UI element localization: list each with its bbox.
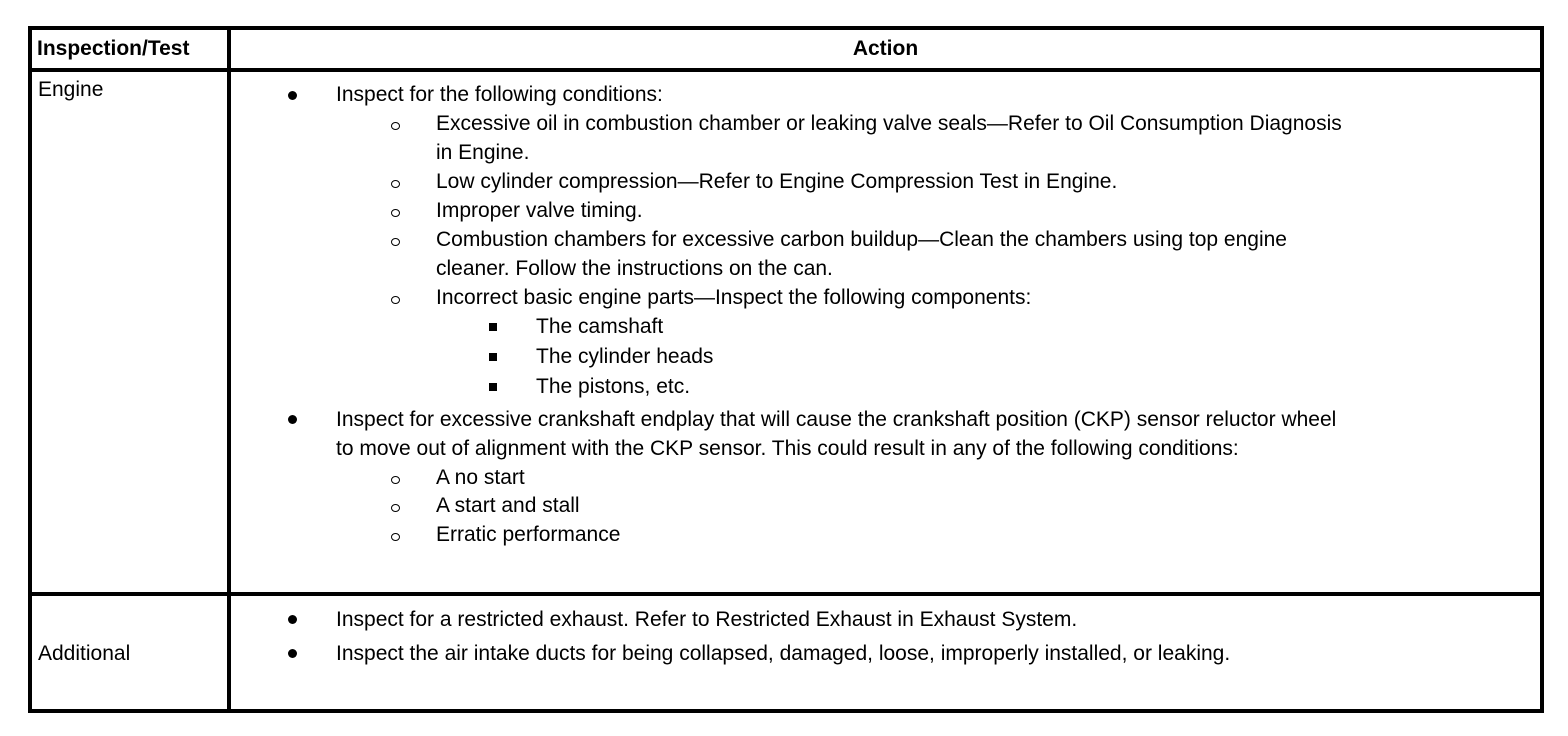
header-inspection-test: Inspection/Test [37, 37, 190, 60]
engine-sub-1-line-2: in Engine. [436, 141, 530, 164]
bullet-icon [288, 91, 297, 100]
engine-sub-5: Incorrect basic engine parts—Inspect the following components: [436, 286, 1032, 309]
engine-bullet-2-line-2: to move out of alignment with the CKP sensor. This could result in any of the following conditions: [336, 437, 1239, 460]
inspection-table [28, 26, 1544, 713]
square-bullet-icon [489, 383, 497, 391]
engine-sub-2: Low cylinder compression—Refer to Engine Compression Test in Engine. [436, 170, 1118, 193]
sub-bullet-icon [391, 504, 400, 512]
engine-b2-sub-1: A no start [436, 466, 525, 489]
bullet-icon [288, 615, 297, 624]
sub-bullet-icon [391, 296, 400, 304]
row-label-engine: Engine [38, 78, 104, 101]
additional-bullet-1: Inspect for a restricted exhaust. Refer to Restricted Exhaust in Exhaust System. [336, 608, 1078, 631]
engine-sub-4-line-2: cleaner. Follow the instructions on the can. [436, 257, 833, 280]
engine-sub-3: Improper valve timing. [436, 199, 643, 222]
row-divider [32, 592, 1540, 596]
sub-bullet-icon [391, 238, 400, 246]
square-bullet-icon [489, 323, 497, 331]
additional-bullet-2: Inspect the air intake ducts for being collapsed, damaged, loose, improperly installed, or leaking. [336, 642, 1231, 665]
bullet-icon [288, 649, 297, 658]
square-bullet-icon [489, 353, 497, 361]
engine-sub-1-line-1: Excessive oil in combustion chamber or leaking valve seals—Refer to Oil Consumption Diagnosis [436, 112, 1342, 135]
header-divider [32, 68, 1540, 72]
engine-bullet-1: Inspect for the following conditions: [336, 83, 663, 106]
sub-bullet-icon [391, 122, 400, 130]
component-cylinder-heads: The cylinder heads [536, 345, 714, 368]
engine-b2-sub-2: A start and stall [436, 494, 580, 517]
component-pistons: The pistons, etc. [536, 375, 691, 398]
header-action: Action [852, 37, 919, 60]
engine-b2-sub-3: Erratic performance [436, 523, 621, 546]
column-divider [227, 30, 231, 709]
sub-bullet-icon [391, 209, 400, 217]
engine-bullet-2-line-1: Inspect for excessive crankshaft endplay that will cause the crankshaft position (CKP) sensor reluctor wheel [336, 408, 1337, 431]
component-camshaft: The camshaft [536, 315, 664, 338]
row-label-additional: Additional [38, 642, 131, 665]
sub-bullet-icon [391, 533, 400, 541]
sub-bullet-icon [391, 180, 400, 188]
engine-sub-4-line-1: Combustion chambers for excessive carbon buildup—Clean the chambers using top engine [436, 228, 1287, 251]
bullet-icon [288, 415, 297, 424]
sub-bullet-icon [391, 476, 400, 484]
